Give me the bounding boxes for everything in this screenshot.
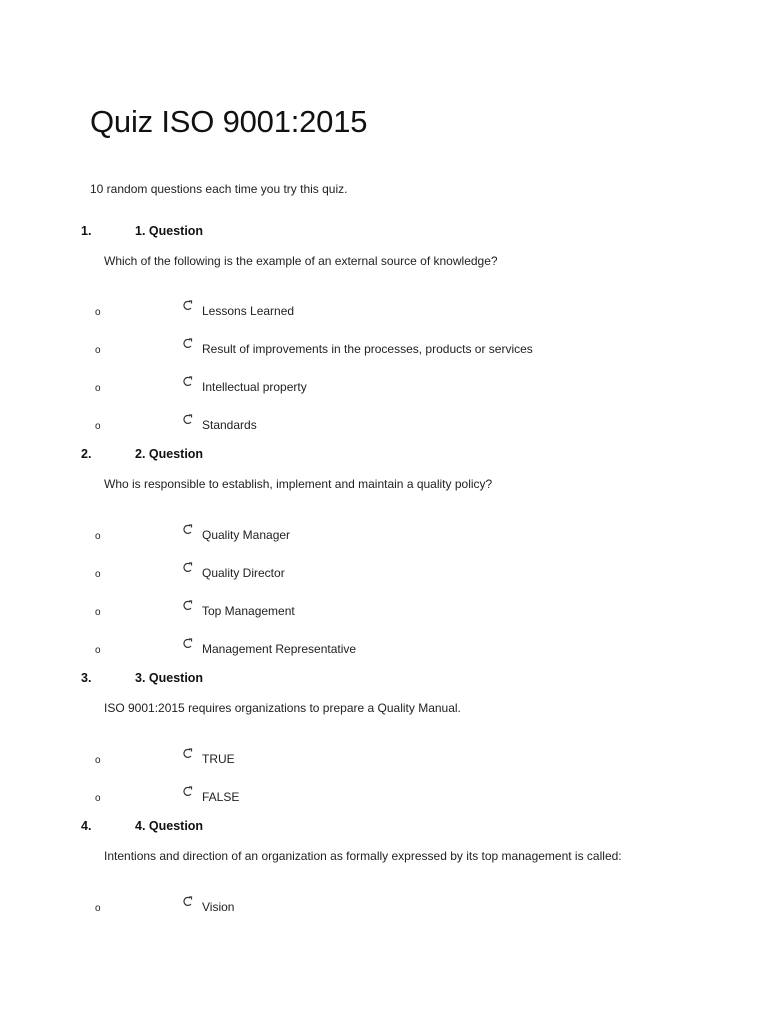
option-label: Intellectual property — [202, 380, 307, 394]
question-heading: 4. Question — [135, 819, 204, 833]
question-heading: 3. Question — [135, 671, 204, 685]
bullet: o — [95, 307, 101, 318]
page-title: Quiz ISO 9001:2015 — [90, 104, 368, 139]
radio-icon[interactable] — [182, 338, 194, 350]
radio-icon[interactable] — [182, 300, 194, 312]
question-heading: 1. Question — [135, 224, 204, 238]
question-text: Intentions and direction of an organization as formally expressed by its top management is called: — [104, 849, 622, 863]
radio-icon[interactable] — [182, 524, 194, 536]
bullet: o — [95, 903, 101, 914]
bullet: o — [95, 383, 101, 394]
radio-icon[interactable] — [182, 562, 194, 574]
option-label: Quality Manager — [202, 528, 291, 542]
question-number: 2. — [81, 447, 92, 461]
radio-icon[interactable] — [182, 414, 194, 426]
radio-icon[interactable] — [182, 748, 194, 760]
option-label: Lessons Learned — [202, 304, 295, 318]
option-label: Result of improvements in the processes, products or services — [202, 342, 533, 356]
bullet: o — [95, 345, 101, 356]
radio-icon[interactable] — [182, 896, 194, 908]
option-label: TRUE — [202, 752, 235, 766]
quiz-intro: 10 random questions each time you try this quiz. — [90, 182, 348, 196]
radio-icon[interactable] — [182, 376, 194, 388]
bullet: o — [95, 645, 101, 656]
bullet: o — [95, 607, 101, 618]
bullet: o — [95, 569, 101, 580]
option-label: Top Management — [202, 604, 295, 618]
bullet: o — [95, 755, 101, 766]
question-heading: 2. Question — [135, 447, 204, 461]
option-label: Quality Director — [202, 566, 285, 580]
option-label: Management Representative — [202, 642, 357, 656]
question-number: 4. — [81, 819, 92, 833]
question-number: 3. — [81, 671, 92, 685]
radio-icon[interactable] — [182, 600, 194, 612]
bullet: o — [95, 793, 101, 804]
question-text: Who is responsible to establish, implement and maintain a quality policy? — [104, 477, 493, 491]
question-text: ISO 9001:2015 requires organizations to prepare a Quality Manual. — [104, 701, 461, 715]
radio-icon[interactable] — [182, 786, 194, 798]
option-label: Standards — [202, 418, 257, 432]
option-label: FALSE — [202, 790, 240, 804]
radio-icon[interactable] — [182, 638, 194, 650]
question-number: 1. — [81, 224, 92, 238]
bullet: o — [95, 421, 101, 432]
bullet: o — [95, 531, 101, 542]
question-text: Which of the following is the example of an external source of knowledge? — [104, 254, 498, 268]
option-label: Vision — [202, 900, 235, 914]
